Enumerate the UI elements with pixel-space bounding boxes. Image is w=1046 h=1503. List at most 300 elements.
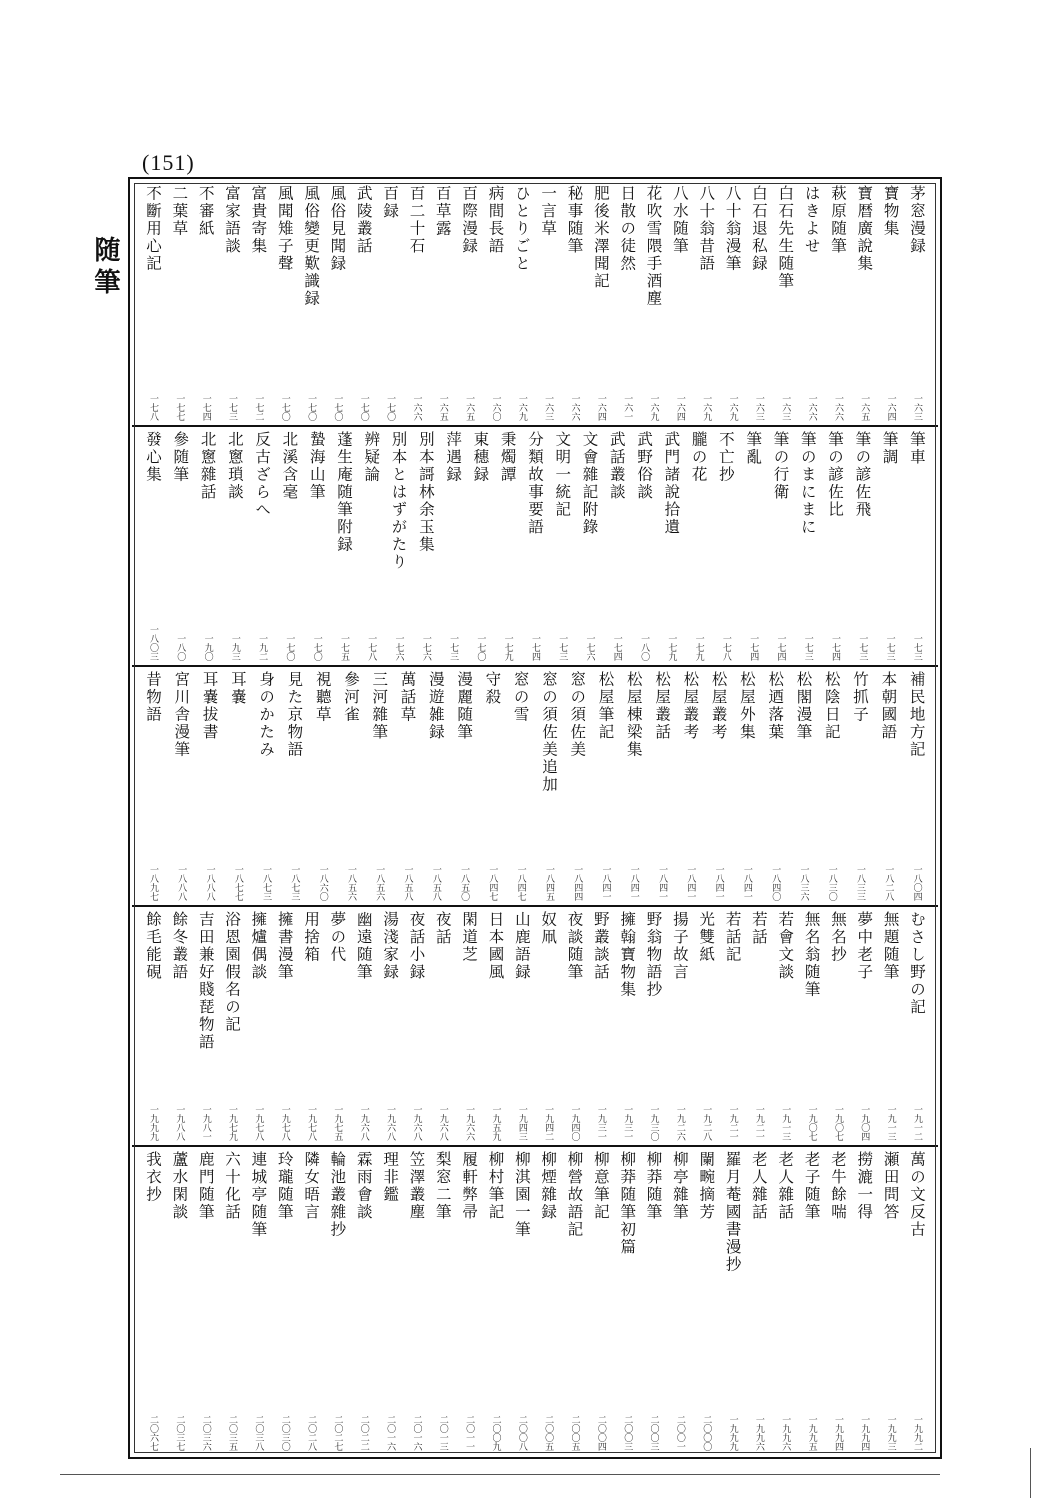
index-entry bbox=[353, 1151, 375, 1451]
entry-title: 浴恩園假名の記 bbox=[223, 911, 242, 1034]
index-entry bbox=[906, 185, 928, 421]
index-entry bbox=[195, 1151, 217, 1451]
index-entry bbox=[306, 431, 328, 661]
entry-page-number: 一七三 bbox=[802, 634, 813, 661]
index-entry bbox=[623, 671, 645, 901]
index-entry bbox=[538, 671, 560, 901]
index-entry bbox=[326, 911, 348, 1141]
index-entry bbox=[221, 185, 243, 421]
entry-title: 柳營故語記 bbox=[565, 1151, 584, 1239]
index-entry bbox=[247, 185, 269, 421]
index-entry bbox=[748, 911, 770, 1141]
margin-rule bbox=[1030, 1448, 1031, 1498]
entry-page-number: 二〇二七 bbox=[332, 1415, 343, 1451]
entry-title: 松屋外集 bbox=[737, 671, 756, 741]
index-entry bbox=[537, 1151, 559, 1451]
entry-page-number: 一九四〇 bbox=[569, 1105, 580, 1141]
entry-page-number: 一六四 bbox=[885, 394, 896, 421]
entry-page-number: 一七〇 bbox=[475, 634, 486, 661]
entry-title: 武野俗談 bbox=[635, 431, 654, 501]
index-entry bbox=[379, 185, 401, 421]
entry-title: 日本國風 bbox=[486, 911, 505, 981]
entry-title: 不審紙 bbox=[196, 185, 215, 238]
index-entry bbox=[880, 185, 902, 421]
column-divider bbox=[132, 665, 938, 667]
entry-title: 松屋筆記 bbox=[596, 671, 615, 741]
entry-page-number: 一九六八 bbox=[385, 1105, 396, 1141]
entry-title: 耳嚢 bbox=[228, 671, 247, 706]
index-entry bbox=[564, 185, 586, 421]
entry-title: 瀬田問答 bbox=[881, 1151, 900, 1221]
entry-page-number: 二〇一一 bbox=[464, 1415, 475, 1451]
index-entry bbox=[801, 1151, 823, 1451]
entry-page-number: 二〇〇五 bbox=[543, 1415, 554, 1451]
entry-title: 參河雀 bbox=[341, 671, 360, 724]
entry-title: 老牛餘喘 bbox=[828, 1151, 847, 1221]
entry-title: 身のかたみ bbox=[257, 671, 276, 759]
entry-page-number: 一七八 bbox=[720, 634, 731, 661]
index-entry bbox=[643, 185, 665, 421]
index-entry bbox=[748, 185, 770, 421]
index-entry bbox=[595, 671, 617, 901]
index-entry bbox=[458, 1151, 480, 1451]
entry-page-number: 一八〇三 bbox=[148, 625, 158, 661]
index-entry bbox=[405, 911, 427, 1141]
entry-title: 萬の文反古 bbox=[907, 1151, 926, 1239]
entry-page-number: 一九七八 bbox=[306, 1105, 317, 1141]
index-entry bbox=[748, 1151, 770, 1451]
index-entry bbox=[606, 431, 628, 661]
index-entry bbox=[353, 911, 375, 1141]
entry-title: 發心集 bbox=[144, 431, 162, 484]
entry-title: 擁翰寶物集 bbox=[618, 911, 637, 999]
index-entry bbox=[432, 185, 454, 421]
entry-title: 餘冬叢語 bbox=[170, 911, 189, 981]
entry-page-number: 一七四 bbox=[529, 634, 540, 661]
index-entry bbox=[142, 911, 164, 1141]
entry-page-number: 一八五八 bbox=[402, 865, 413, 901]
entry-title: 花吹雪隈手酒塵 bbox=[644, 185, 663, 308]
entry-page-number: 二〇一三 bbox=[437, 1415, 448, 1451]
entry-page-number: 一七三 bbox=[857, 634, 868, 661]
entry-title: 蘆水閑談 bbox=[170, 1151, 189, 1221]
entry-page-number: 一九二一 bbox=[753, 1105, 764, 1141]
entry-title: 笠澤叢塵 bbox=[407, 1151, 426, 1221]
entry-title: 病間長語 bbox=[486, 185, 505, 255]
index-entry bbox=[274, 1151, 296, 1451]
entry-page-number: 一九九六 bbox=[753, 1415, 764, 1451]
entry-title: 輪池叢雜抄 bbox=[328, 1151, 347, 1239]
entry-page-number: 一六九 bbox=[648, 394, 659, 421]
index-entry bbox=[643, 911, 665, 1141]
entry-title: 筆の諺佐比 bbox=[826, 431, 845, 519]
entry-title: 文會雜記附錄 bbox=[580, 431, 599, 536]
entry-title: 老人雜話 bbox=[749, 1151, 768, 1221]
entry-title: 武門諸說拾遺 bbox=[662, 431, 681, 536]
entry-title: 柳煙雜録 bbox=[539, 1151, 558, 1221]
index-entry bbox=[168, 911, 190, 1141]
index-entry bbox=[708, 671, 730, 901]
entry-title: 松屋棟梁集 bbox=[624, 671, 643, 759]
index-entry bbox=[564, 1151, 586, 1451]
entry-page-number: 一八四一 bbox=[741, 865, 752, 901]
entry-title: 守殺 bbox=[483, 671, 502, 706]
index-column-2 bbox=[136, 431, 934, 661]
entry-page-number: 一九二一 bbox=[727, 1105, 738, 1141]
index-entry bbox=[537, 185, 559, 421]
index-entry bbox=[797, 431, 819, 661]
entry-page-number: 一八四一 bbox=[628, 865, 639, 901]
entry-page-number: 一六五 bbox=[437, 394, 448, 421]
entry-title: 梨窓二筆 bbox=[433, 1151, 452, 1221]
entry-title: 我衣抄 bbox=[144, 1151, 162, 1204]
entry-title: 鹿門随筆 bbox=[196, 1151, 215, 1221]
entry-page-number: 一八四四 bbox=[572, 865, 583, 901]
entry-title: 履軒弊帚 bbox=[460, 1151, 479, 1221]
entry-title: 萬話草 bbox=[398, 671, 417, 724]
entry-page-number: 一九七八 bbox=[279, 1105, 290, 1141]
index-entry bbox=[564, 911, 586, 1141]
entry-title: 蓬生庵随筆附録 bbox=[334, 431, 353, 554]
entry-title: 肥後米澤聞記 bbox=[591, 185, 610, 290]
index-entry bbox=[247, 911, 269, 1141]
entry-page-number: 一九三一 bbox=[595, 1105, 606, 1141]
entry-page-number: 一九九六 bbox=[780, 1415, 791, 1451]
index-entry bbox=[695, 185, 717, 421]
entry-title: 霖雨會談 bbox=[354, 1151, 373, 1221]
entry-page-number: 一七四 bbox=[748, 634, 759, 661]
index-entry bbox=[224, 431, 246, 661]
entry-title: 連城亭随筆 bbox=[249, 1151, 268, 1239]
entry-page-number: 一七九 bbox=[693, 634, 704, 661]
index-entry bbox=[722, 1151, 744, 1451]
entry-title: 風聞雉子聲 bbox=[275, 185, 294, 273]
entry-page-number: 一七四 bbox=[830, 634, 841, 661]
entry-page-number: 一七三 bbox=[448, 634, 459, 661]
entry-title: 朧の花 bbox=[689, 431, 708, 484]
entry-title: 窓の須佐美 bbox=[568, 671, 587, 759]
entry-page-number: 一六四 bbox=[674, 394, 685, 421]
index-column-1 bbox=[136, 185, 934, 421]
index-entry bbox=[405, 1151, 427, 1451]
entry-page-number: 一九三一 bbox=[622, 1105, 633, 1141]
index-entry bbox=[566, 671, 588, 901]
entry-page-number: 二〇〇四 bbox=[595, 1415, 606, 1451]
index-entry bbox=[484, 185, 506, 421]
entry-page-number: 二〇〇九 bbox=[490, 1415, 501, 1451]
entry-page-number: 一七〇 bbox=[284, 634, 295, 661]
index-entry bbox=[722, 911, 744, 1141]
entry-title: 夜話小録 bbox=[407, 911, 426, 981]
entry-page-number: 一六九 bbox=[701, 394, 712, 421]
entry-page-number: 一九〇七 bbox=[832, 1105, 843, 1141]
entry-page-number: 一九三〇 bbox=[648, 1105, 659, 1141]
entry-page-number: 一九九五 bbox=[806, 1415, 817, 1451]
index-entry bbox=[300, 1151, 322, 1451]
entry-title: 闌畹摘芳 bbox=[697, 1151, 716, 1221]
index-frame bbox=[128, 177, 942, 1459]
entry-page-number: 一八四一 bbox=[600, 865, 611, 901]
entry-page-number: 一八四七 bbox=[515, 865, 526, 901]
entry-title: 幽遠随筆 bbox=[354, 911, 373, 981]
entry-page-number: 一七〇 bbox=[279, 394, 290, 421]
index-entry bbox=[469, 431, 491, 661]
index-entry bbox=[510, 671, 532, 901]
index-entry bbox=[326, 1151, 348, 1451]
entry-page-number: 一八四七 bbox=[487, 865, 498, 901]
index-entry bbox=[278, 431, 300, 661]
entry-page-number: 一七四 bbox=[611, 634, 622, 661]
entry-page-number: 一九四二 bbox=[543, 1105, 554, 1141]
entry-title: 風俗見聞録 bbox=[328, 185, 347, 273]
entry-title: 筆の行衛 bbox=[771, 431, 790, 501]
entry-page-number: 一七〇 bbox=[358, 394, 369, 421]
entry-title: 萍遇録 bbox=[444, 431, 463, 484]
entry-title: はきよせ bbox=[802, 185, 821, 255]
entry-page-number: 一八八八 bbox=[176, 865, 187, 901]
entry-page-number: 一九四三 bbox=[516, 1105, 527, 1141]
entry-page-number: 一七六 bbox=[584, 634, 595, 661]
column-divider bbox=[132, 905, 938, 907]
entry-page-number: 一八五六 bbox=[345, 865, 356, 901]
entry-title: 筆のまにまに bbox=[798, 431, 817, 536]
entry-page-number: 一六九 bbox=[516, 394, 527, 421]
entry-page-number: 一七九 bbox=[666, 634, 677, 661]
entry-title: 窓の須佐美追加 bbox=[539, 671, 558, 794]
entry-title: 視聽草 bbox=[313, 671, 332, 724]
entry-page-number: 一九九三 bbox=[885, 1415, 896, 1451]
index-entry bbox=[906, 911, 928, 1141]
entry-title: 湯淺家録 bbox=[381, 911, 400, 981]
entry-title: 松屋叢話 bbox=[653, 671, 672, 741]
entry-page-number: 一七九 bbox=[502, 634, 513, 661]
entry-page-number: 一九二八 bbox=[701, 1105, 712, 1141]
index-entry bbox=[481, 671, 503, 901]
index-entry bbox=[590, 185, 612, 421]
entry-page-number: 一六六 bbox=[832, 394, 843, 421]
index-entry bbox=[458, 185, 480, 421]
index-entry bbox=[300, 185, 322, 421]
entry-page-number: 一九八八 bbox=[174, 1105, 185, 1141]
index-entry bbox=[484, 1151, 506, 1451]
index-entry bbox=[300, 911, 322, 1141]
entry-page-number: 二〇〇八 bbox=[516, 1415, 527, 1451]
index-entry bbox=[764, 671, 786, 901]
entry-title: むさし野の記 bbox=[907, 911, 926, 1016]
entry-page-number: 一七六 bbox=[393, 634, 404, 661]
entry-page-number: 一七四 bbox=[775, 634, 786, 661]
entry-title: 隣女晤言 bbox=[302, 1151, 321, 1221]
index-entry bbox=[669, 1151, 691, 1451]
entry-page-number: 一九〇 bbox=[202, 634, 213, 661]
entry-title: 北窻雜話 bbox=[198, 431, 217, 501]
entry-title: 見た京物語 bbox=[285, 671, 304, 759]
index-entry bbox=[170, 671, 192, 901]
entry-page-number: 二〇〇三 bbox=[648, 1415, 659, 1451]
entry-title: 若話記 bbox=[723, 911, 742, 964]
index-column-3 bbox=[136, 671, 934, 901]
index-entry bbox=[221, 1151, 243, 1451]
index-entry bbox=[168, 1151, 190, 1451]
index-entry bbox=[669, 911, 691, 1141]
entry-page-number: 一七二 bbox=[253, 394, 264, 421]
index-entry bbox=[906, 671, 928, 901]
entry-page-number: 一七三 bbox=[911, 634, 922, 661]
index-entry bbox=[880, 911, 902, 1141]
entry-title: 北窻瑣談 bbox=[225, 431, 244, 501]
entry-title: 百草露 bbox=[433, 185, 452, 238]
entry-page-number: 二〇三五 bbox=[227, 1415, 238, 1451]
index-entry bbox=[142, 185, 164, 421]
entry-page-number: 二〇〇一 bbox=[674, 1415, 685, 1451]
column-divider bbox=[132, 1145, 938, 1147]
entry-page-number: 二〇二八 bbox=[306, 1415, 317, 1451]
index-entry bbox=[715, 431, 737, 661]
section-label: 随筆 bbox=[90, 236, 120, 300]
entry-page-number: 一七五 bbox=[338, 634, 349, 661]
index-entry bbox=[340, 671, 362, 901]
entry-page-number: 一九九四 bbox=[832, 1415, 843, 1451]
entry-title: 八十翁昔語 bbox=[697, 185, 716, 273]
bottom-rule bbox=[60, 1474, 940, 1475]
page-number: (151) bbox=[142, 150, 195, 175]
entry-page-number: 一六三 bbox=[753, 394, 764, 421]
entry-title: 羅月菴國書漫抄 bbox=[723, 1151, 742, 1274]
entry-title: 富貴寄集 bbox=[249, 185, 268, 255]
entry-page-number: 一八〇 bbox=[175, 634, 186, 661]
entry-page-number: 一八五六 bbox=[374, 865, 385, 901]
entry-title: 理非鑑 bbox=[381, 1151, 400, 1204]
index-entry bbox=[255, 671, 277, 901]
index-entry bbox=[590, 1151, 612, 1451]
entry-title: 補民地方記 bbox=[907, 671, 926, 759]
index-entry bbox=[405, 185, 427, 421]
index-entry bbox=[853, 1151, 875, 1451]
index-entry bbox=[227, 671, 249, 901]
index-entry bbox=[579, 431, 601, 661]
index-entry bbox=[827, 1151, 849, 1451]
entry-title: 武話叢談 bbox=[607, 431, 626, 501]
index-entry bbox=[458, 911, 480, 1141]
entry-page-number: 一六五 bbox=[464, 394, 475, 421]
entry-page-number: 一七〇 bbox=[385, 394, 396, 421]
entry-title: 柳莽随筆 bbox=[644, 1151, 663, 1221]
index-entry bbox=[633, 431, 655, 661]
index-entry bbox=[397, 671, 419, 901]
entry-title: 宮川舎漫筆 bbox=[172, 671, 191, 759]
entry-title: 夢中老子 bbox=[855, 911, 874, 981]
entry-page-number: 一七八 bbox=[148, 394, 158, 421]
index-entry bbox=[142, 671, 164, 901]
entry-page-number: 二〇三七 bbox=[174, 1415, 185, 1451]
entry-page-number: 二〇三六 bbox=[200, 1415, 211, 1451]
entry-page-number: 一八九七 bbox=[148, 865, 158, 901]
index-entry bbox=[169, 431, 191, 661]
entry-page-number: 一九九二 bbox=[911, 1415, 922, 1451]
entry-title: 不斷用心記 bbox=[144, 185, 162, 273]
entry-page-number: 一七三 bbox=[557, 634, 568, 661]
entry-title: 文明一統記 bbox=[553, 431, 572, 519]
entry-title: 撈漉一得 bbox=[855, 1151, 874, 1221]
index-entry bbox=[432, 1151, 454, 1451]
index-entry bbox=[283, 671, 305, 901]
entry-title: 柳意筆記 bbox=[591, 1151, 610, 1221]
index-entry bbox=[415, 431, 437, 661]
entry-page-number: 一九一三 bbox=[885, 1105, 896, 1141]
entry-page-number: 一六三 bbox=[543, 394, 554, 421]
entry-page-number: 一六五 bbox=[859, 394, 870, 421]
entry-page-number: 一七三 bbox=[227, 394, 238, 421]
entry-page-number: 一八三六 bbox=[798, 865, 809, 901]
entry-title: 漫麗随筆 bbox=[455, 671, 474, 741]
entry-title: 玲瓏随筆 bbox=[275, 1151, 294, 1221]
entry-page-number: 一八五八 bbox=[430, 865, 441, 901]
column-divider bbox=[132, 425, 938, 427]
entry-title: 山鹿語録 bbox=[512, 911, 531, 981]
index-entry bbox=[379, 1151, 401, 1451]
entry-page-number: 二〇〇五 bbox=[569, 1415, 580, 1451]
index-entry bbox=[524, 431, 546, 661]
entry-title: 辨疑論 bbox=[362, 431, 381, 484]
entry-title: 筆亂 bbox=[744, 431, 763, 466]
index-entry bbox=[312, 671, 334, 901]
index-entry bbox=[274, 911, 296, 1141]
entry-page-number: 二〇〇三 bbox=[622, 1415, 633, 1451]
index-entry bbox=[774, 911, 796, 1141]
entry-title: 漫遊雑録 bbox=[426, 671, 445, 741]
entry-title: 寶物集 bbox=[881, 185, 900, 238]
entry-title: 日散の徒然 bbox=[618, 185, 637, 273]
entry-title: 參随筆 bbox=[171, 431, 190, 484]
entry-title: 吉田兼好賤琵物語 bbox=[196, 911, 215, 1051]
entry-title: 擁書漫筆 bbox=[275, 911, 294, 981]
entry-title: 百二十石 bbox=[407, 185, 426, 255]
entry-page-number: 一八〇四 bbox=[911, 865, 922, 901]
entry-page-number: 一八四一 bbox=[657, 865, 668, 901]
index-entry bbox=[168, 185, 190, 421]
entry-page-number: 一九〇七 bbox=[806, 1105, 817, 1141]
index-entry bbox=[801, 911, 823, 1141]
entry-page-number: 一八四一 bbox=[685, 865, 696, 901]
index-entry bbox=[679, 671, 701, 901]
entry-page-number: 一九六六 bbox=[464, 1105, 475, 1141]
entry-title: 若話 bbox=[749, 911, 768, 946]
entry-page-number: 一八七七 bbox=[232, 865, 243, 901]
entry-page-number: 二〇三八 bbox=[253, 1415, 264, 1451]
entry-title: 八十翁漫筆 bbox=[723, 185, 742, 273]
index-entry bbox=[695, 1151, 717, 1451]
index-entry bbox=[616, 1151, 638, 1451]
entry-page-number: 一七〇 bbox=[311, 634, 322, 661]
entry-page-number: 一六四 bbox=[595, 394, 606, 421]
index-entry bbox=[197, 431, 219, 661]
index-entry bbox=[742, 431, 764, 661]
index-entry bbox=[333, 431, 355, 661]
index-entry bbox=[821, 671, 843, 901]
entry-title: 二葉草 bbox=[170, 185, 189, 238]
entry-title: 昔物語 bbox=[144, 671, 162, 724]
entry-page-number: 一八四一 bbox=[713, 865, 724, 901]
index-entry bbox=[368, 671, 390, 901]
entry-title: 夜談随筆 bbox=[565, 911, 584, 981]
entry-page-number: 一七〇 bbox=[332, 394, 343, 421]
index-entry bbox=[736, 671, 758, 901]
index-entry bbox=[551, 431, 573, 661]
index-entry bbox=[688, 431, 710, 661]
entry-title: 揚子故言 bbox=[670, 911, 689, 981]
entry-title: 蟄海山筆 bbox=[307, 431, 326, 501]
entry-title: 光雙紙 bbox=[697, 911, 716, 964]
